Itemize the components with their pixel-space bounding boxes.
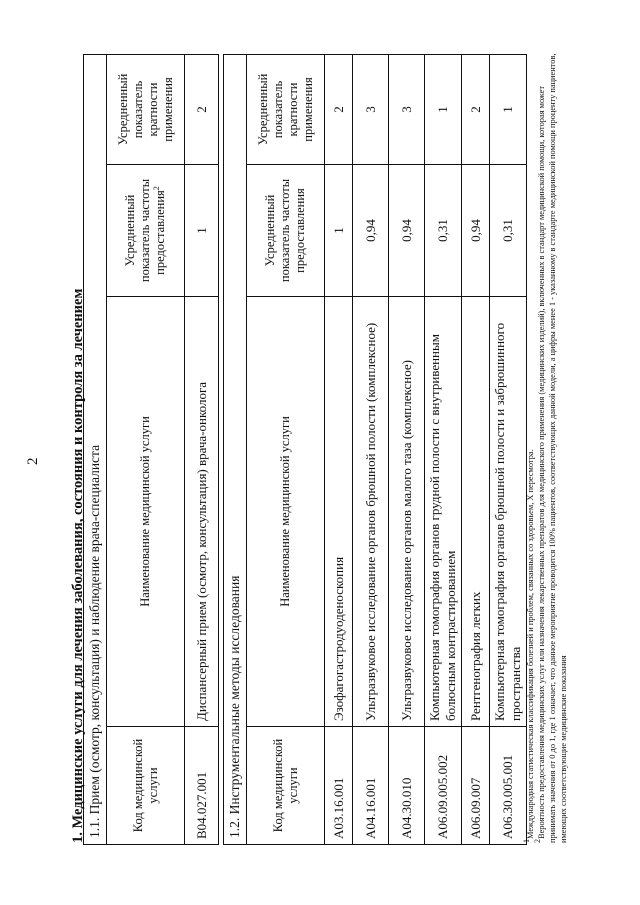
footnote-1: $^1$Международная статистическая классификация болезней и проблем, связанных со здоровьем, X пересмотра. — [522, 449, 535, 843]
column-header-multiplicity: Усредненный показатель кратности применения — [107, 54, 185, 164]
column-header-code: Код медицинской услуги — [247, 727, 325, 845]
section-heading: 1. Медицинские услуги для лечения заболевания, состояния и контроля за лечением — [70, 288, 86, 843]
cell-name: Эзофагогастродуоденоскопия — [325, 297, 353, 727]
cell-frequency: 0,31 — [425, 165, 462, 297]
cell-multiplicity: 2 — [185, 54, 219, 164]
table-instrumental-methods — [223, 54, 527, 845]
table-row — [425, 54, 462, 844]
table-row — [389, 54, 425, 844]
cell-code: А06.30.005.001 — [490, 727, 527, 845]
page-number: 2 — [25, 457, 41, 465]
table-row — [462, 54, 490, 844]
column-header-multiplicity: Усредненный показатель кратности применения — [247, 54, 325, 164]
column-header-code: Код медицинской услуги — [107, 727, 185, 845]
cell-frequency: 1 — [185, 165, 219, 297]
cell-code: А06.09.005.002 — [425, 727, 462, 845]
table-section-title: 1.2. Инструментальные методы исследования — [224, 54, 247, 844]
cell-code: А03.16.001 — [325, 727, 353, 845]
cell-code: А04.16.001 — [353, 727, 389, 845]
table-row — [490, 54, 527, 844]
cell-multiplicity: 3 — [389, 54, 425, 164]
cell-code: А06.09.007 — [462, 727, 490, 845]
column-header-frequency: Усредненный показатель частоты предоставления — [247, 165, 325, 297]
cell-frequency: 0,94 — [353, 165, 389, 297]
cell-code: А04.30.010 — [389, 727, 425, 845]
cell-multiplicity: 2 — [462, 54, 490, 164]
cell-name: Ультразвуковое исследование органов брюшной полости (комплексное) — [353, 297, 389, 727]
cell-frequency: 0,94 — [462, 165, 490, 297]
table-row — [325, 54, 353, 844]
table-row — [353, 54, 389, 844]
cell-multiplicity: 1 — [425, 54, 462, 164]
footnotes — [522, 53, 569, 843]
cell-name: Диспансерный прием (осмотр, консультация) врача-онколога — [185, 297, 219, 727]
footnote-2: $^2$Вероятность предоставления медицинских услуг или назначения лекарственных препаратов для медицинского применения (медицинских изделий), включенных в стандарт медицинской помощи, которая может принимать значения от 0 до 1, где 1 означает, что данное мероприятие проводится 100% пациентов, соответствующих данной модели, а цифры менее 1 - указанному в стандарте медицинской помощи проценту пациентов, имеющих соответствующие медицинские показания — [533, 53, 568, 843]
column-header-frequency: Усредненный показатель частоты предоставления$^2$ — [107, 165, 185, 297]
column-header-name: Наименование медицинской услуги — [107, 297, 185, 727]
cell-name: Компьютерная томография органов грудной полости с внутривенным болюсным контрастированием — [425, 297, 462, 727]
cell-frequency: 0,31 — [490, 165, 527, 297]
cell-name: Рентгенография легких — [462, 297, 490, 727]
cell-name: Ультразвуковое исследование органов малого таза (комплексное) — [389, 297, 425, 727]
table-row — [185, 54, 219, 844]
cell-frequency: 1 — [325, 165, 353, 297]
cell-name: Компьютерная томография органов брюшной полости и забрюшинного пространства — [490, 297, 527, 727]
table-consultations — [83, 54, 219, 845]
cell-multiplicity: 1 — [490, 54, 527, 164]
table-section-title: 1.1. Прием (осмотр, консультация) и наблюдение врача-специалиста — [84, 54, 107, 844]
column-header-name: Наименование медицинской услуги — [247, 297, 325, 727]
cell-multiplicity: 3 — [353, 54, 389, 164]
cell-code: В04.027.001 — [185, 727, 219, 845]
cell-frequency: 0,94 — [389, 165, 425, 297]
cell-multiplicity: 2 — [325, 54, 353, 164]
